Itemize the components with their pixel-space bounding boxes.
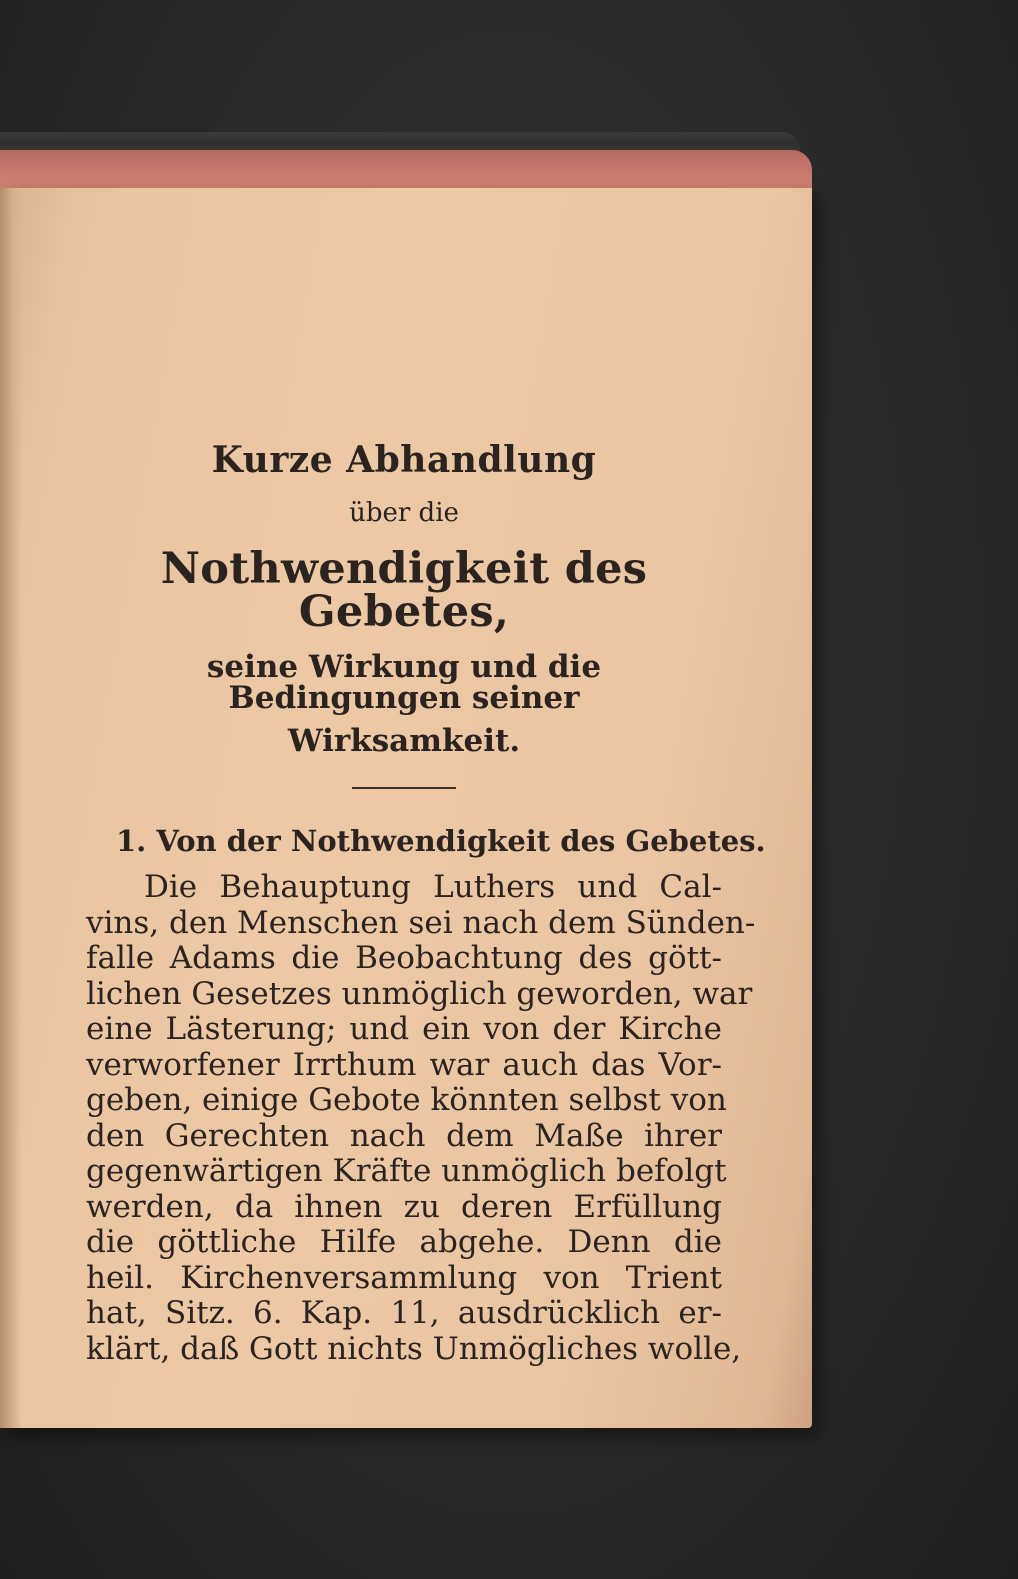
body-line: eine Lästerung; und ein von der Kirche	[86, 1011, 722, 1047]
body-line: klärt, daß Gott nichts Unmögliches wolle,	[86, 1330, 742, 1367]
body-line: falle Adams die Beobachtung des gött-	[86, 940, 722, 976]
body-line: vins, den Menschen sei nach dem Sünden-	[86, 904, 756, 941]
body-paragraph	[86, 869, 756, 1367]
title-line-1: Kurze Abhandlung	[211, 439, 597, 481]
title-line-3: Nothwendigkeit des Gebetes,	[160, 544, 648, 637]
divider-rule	[352, 787, 456, 789]
body-line: Die Behauptung Luthers und Cal-	[144, 869, 722, 905]
body-line: verworfener Irrthum war auch das Vor-	[86, 1046, 722, 1083]
title-line-2: über die	[349, 498, 459, 528]
body-line: gegenwärtigen Kräfte unmöglich befolgt	[86, 1153, 727, 1189]
title-line-4: seine Wirkung und die Bedingungen seiner	[206, 649, 602, 716]
body-line: die göttliche Hilfe abgehe. Denn die	[86, 1224, 722, 1260]
body-line: geben, einige Gebote könnten selbst von	[86, 1082, 727, 1118]
page-gutter	[0, 188, 22, 1428]
body-line: werden, da ihnen zu deren Erfüllung	[86, 1188, 722, 1225]
page-text	[86, 439, 766, 1367]
body-line: lichen Gesetzes unmöglich geworden, war	[86, 975, 753, 1012]
title-line-5: Wirksamkeit.	[287, 723, 521, 759]
body-line: hat, Sitz. 6. Kap. 11, ausdrücklich er-	[86, 1295, 722, 1331]
body-line: heil. Kirchenversammlung von Trient	[86, 1259, 722, 1296]
section-heading: 1. Von der Nothwendigkeit des Gebetes.	[116, 824, 766, 858]
body-line: den Gerechten nach dem Maße ihrer	[86, 1117, 722, 1154]
